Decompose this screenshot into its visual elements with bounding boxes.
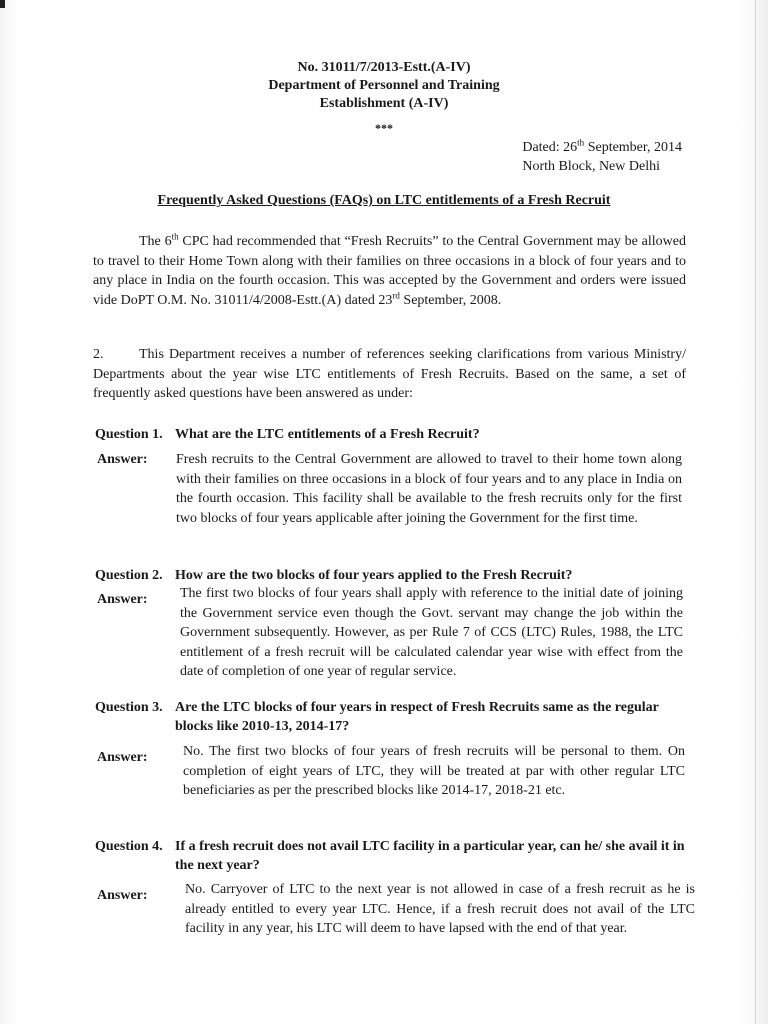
para1-start: The 6 [139,234,172,249]
answer-4-text: No. Carryover of LTC to the next year is not allowed in case of a fresh recruit as he is already entitled to every year LTC. Hence, if a fresh recruit does not avail of the LTC facility in any year, his LTC will deem to have lapsed with the end of that year. [185,882,695,936]
answer-3-text: No. The first two blocks of four years of fresh recruits will be personal to them. On completion of eight years of LTC, they will be treated at par with other regular LTC beneficiaries as per the prescribed blocks like 2014-17, 2018-21 etc. [183,744,685,798]
question-3-text: Are the LTC blocks of four years in respect of Fresh Recruits same as the regular blocks like 2010-13, 2014-17? [175,700,659,734]
date-suffix: September, 2014 [584,140,682,155]
date-sup: th [577,137,585,148]
question-2-label: Question 2. [95,568,163,583]
question-1 [95,425,685,444]
para2-text: This Department receives a number of references seeking clarifications from various Ministry/ Departments about the year wise LTC entitlements of Fresh Recruits. Based on the same, a set of frequently asked questions have been answered as under: [93,347,686,401]
question-3-label: Question 3. [95,700,163,715]
question-4 [95,837,685,875]
para1-sup1: th [171,231,179,242]
date-prefix: Dated: 26 [522,140,578,155]
question-2-text: How are the two blocks of four years applied to the Fresh Recruit? [175,568,573,583]
answer-4-label: Answer: [97,888,148,903]
para1-end: September, 2008. [399,292,502,308]
place-line: North Block, New Delhi [522,159,660,174]
question-2 [95,566,685,585]
para1-middle: CPC had recommended that “Fresh Recruits” to the Central Government may be allowed to travel to their Home Town along with their families on three occasions in a block of four years and to any place in India on the fourth occasion. This was accepted by the Government and orders were issued vide DoPT O.M. No. 31011/4/2008-Estt.(A) dated 23 [93,234,686,308]
separator-stars: *** [375,121,393,135]
answer-2-label: Answer: [97,592,148,607]
answer-3-label: Answer: [97,750,148,765]
question-1-text: What are the LTC entitlements of a Fresh Recruit? [175,427,480,442]
date-line [522,138,682,157]
page-edge [755,0,756,1024]
question-4-label: Question 4. [95,839,163,854]
answer-1-label: Answer: [97,452,148,467]
department-name: Department of Personnel and Training [268,78,500,93]
scan-mark [0,0,5,8]
para1-sup2: rd [392,289,400,300]
question-1-label: Question 1. [95,427,163,442]
office-memo-number: No. 31011/7/2013-Estt.(A-IV) [297,60,471,75]
paragraph-1 [93,232,686,310]
document-title: Frequently Asked Questions (FAQs) on LTC entitlements of a Fresh Recruit [157,193,611,208]
answer-2-text: The first two blocks of four years shall apply with reference to the initial date of joining the Government service even though the Govt. servant may change the job within the Government subsequently. However, as per Rule 7 of CCS (LTC) Rules, 1988, the LTC entitlement of a fresh recruit will be calculated calendar year wise with effect from the date of completion of one year of regular service. [180,586,683,679]
paragraph-2 [93,345,686,404]
question-3 [95,698,685,736]
answer-1-text: Fresh recruits to the Central Government are allowed to travel to their home town along with their families on three occasions in a block of four years and to any place in India on the fourth occasion. This facility shall be available to the fresh recruits only for the first two blocks of four years applicable after joining the Government for the first time. [176,452,682,526]
para2-number: 2. [93,347,104,362]
date-block [522,138,682,176]
section-name: Establishment (A-IV) [319,96,449,111]
question-4-text: If a fresh recruit does not avail LTC facility in a particular year, can he/ she avail it in the next year? [175,839,685,873]
